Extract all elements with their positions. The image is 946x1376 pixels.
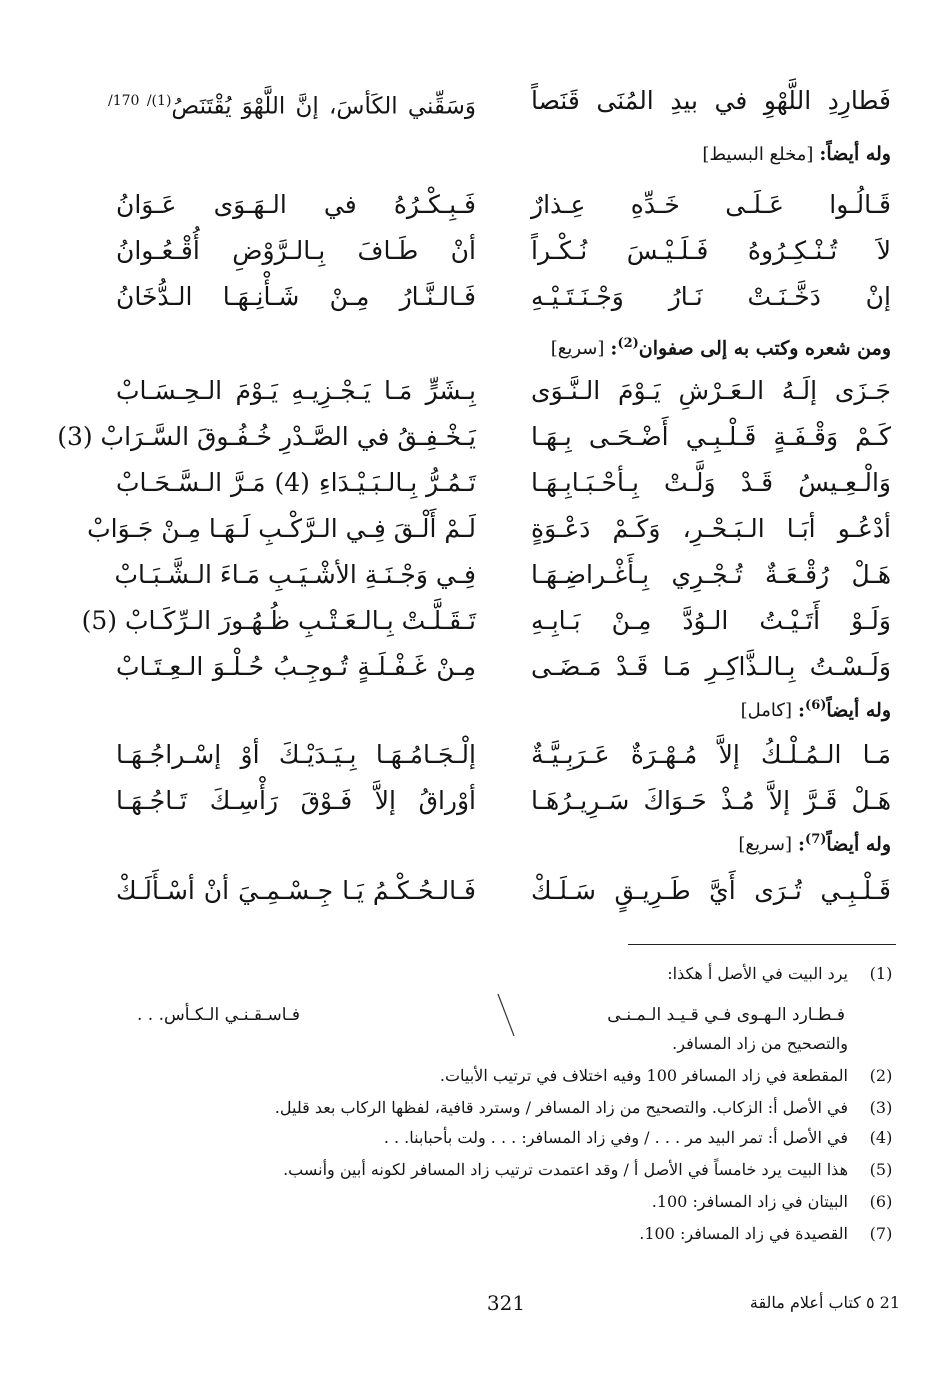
intro-text: وله أيضاً [826,699,891,722]
footnote-number: (1) [869,964,893,983]
verse-hemistich-right: وَالْـعِـيسُ قَـدْ وَلَّـتْ بِـأحْـبَـابِـهَـا [531,468,891,497]
verse-line [0,644,946,690]
meter-label: [مخلع البسيط] [702,144,814,165]
footnote [30,1030,896,1058]
verse-line [0,732,946,778]
footnote [30,1062,896,1090]
section-intro [702,136,891,172]
verse-hemistich-left: لَـمْ أَلْـقَ فِـي الـرَّكْـبِ لَـهَـا مِـنْ جَـوَابْ [87,514,476,543]
verse-hemistich-right: فَطارِدِ اللَّهْوِ في بيدِ المُنَى قَنَصاً [531,86,891,115]
verse-line [0,506,946,552]
footnote-text: في الأصل أ: الزكاب. والتصحيح من زاد المسافر / وسترد قافية، لفظها الركاب بعد قليل. [274,1098,848,1117]
meter-label: [كامل] [740,700,793,722]
footnote-text: البيتان في زاد المسافر: 100. [651,1192,848,1211]
verse-hemistich-right: لاَ تُـنْـكِـرُوهُ فَـلَـيْـسَ نُـكْـراً [531,236,891,265]
verse-hemistich-right: قَـلْـبِـي تُـرَى أَيَّ طَـرِيـقٍ سَـلَـكْ [531,876,891,905]
verse-hemistich-left: يَـخْـفِـقُ في الصَّـدْرِ خُـفُـوقَ السَّـرَابْ (3) [57,422,476,451]
verse-line [0,182,946,228]
intro-colon: : [798,699,806,722]
verse-hemistich-left: مِـنْ غَـفْـلَـةٍ تُـوجِـبُ حُـلْـوَ الـعِـتَـابْ [116,652,476,681]
verse-hemistich-left: أنْ طَـافَ بِـالـرَّوْضِ أُقْـعُـوانُ [116,236,476,265]
footnote-number: (4) [869,1128,893,1147]
footnote-quoted-verse [137,1000,845,1030]
verse-hemistich-left: فَـالـحُـكْـمُ يَـا جِـسْـمِـيَ أنْ أسْـأَلَـكْ [116,876,476,905]
footnote-text: المقطعة في زاد المسافر 100 وفيه اختلاف في ترتيب الأبيات. [439,1066,848,1085]
verse-hemistich-right: كَـمْ وَقْـفَـةٍ قَـلْـبِـي أَضْـحَـى بِـهَـا [531,422,891,451]
page-number: 321 [486,1291,526,1315]
hemistich-text: وَسَقِّني الكَأسَ، إنَّ اللَّهْوَ يُقْتَنَصُ [171,93,476,120]
meter-label: [سريع] [738,834,793,856]
footnote-marker: (7) [805,832,827,847]
verse-line [0,78,946,124]
footnote-separator [628,944,896,945]
footnote [30,1188,896,1216]
footnote [30,1124,896,1152]
footnote-text: في الأصل أ: تمر البيد مر . . . / وفي زاد المسافر: . . . ولت بأحبابنا. . . [383,1128,848,1147]
verse-hemistich-right: وَلَـوْ أَتَـيْـتُ الـوُدَّ مِـنْ بَـابِـهِ [531,606,891,635]
verse-line [0,598,946,644]
book-signature: 21 ٥ كتاب أعلام مالقة [749,1293,900,1312]
footnote [30,960,896,988]
verse-hemistich-right: جَـزَى إلَـهُ الـعَـرْشِ يَـوْمَ الـنَّـوَى [531,376,891,405]
footnote [30,1220,896,1248]
intro-colon: : [798,833,806,856]
verse-hemistich-left: فِـي وَجْـنَـةِ الأشْـيَـبِ مَـاءَ الـشَّـبَـابْ [114,560,476,589]
verse-hemistich-left: فَـالـنَّـارُ مِـنْ شَـأْنِـهَـا الـدُّخَانُ [116,282,476,311]
footnote-number: (7) [869,1224,893,1243]
quoted-hemistich-left: فـاسـقـنـي الـكـأس. . . [137,1005,300,1025]
verse-line [0,778,946,824]
verse-line [0,552,946,598]
footnote-text: القصيدة في زاد المسافر: 100. [639,1224,848,1243]
footnote-number: (2) [869,1066,893,1085]
footnote-number: (5) [869,1160,893,1179]
intro-text: ومن شعره وكتب به إلى صفوان [638,337,891,360]
quoted-hemistich-right: فـطـارد الـهـوى فـي قـيـد الـمـنـى [607,1005,845,1025]
verse-hemistich-left: تَـقَـلَّـتْ بِـالـعَـتْـبِ ظُـهُـورَ الـرِّكَـابْ (5) [81,606,476,635]
section-intro [551,326,891,362]
section-intro [738,822,891,858]
intro-text: وله أيضاً: [819,143,891,165]
footnote [30,1094,896,1122]
verse-hemistich-left: فَـبِـكْـرُهُ في الـهَـوَى عَـوَانُ [116,190,476,219]
verse-line [0,414,946,460]
verse-hemistich-left: بِـشَرٍّ مَـا يَـجْـزِيـهِ يَـوْمَ الـحِـسَـابْ [116,376,476,405]
verse-hemistich-right: مَـا الـمُـلْـكُ إلاَّ مُـهْـرَةٌ عَـرَبِـيَّـةٌ [531,740,891,769]
intro-text: وله أيضاً [826,833,891,856]
verse-line [0,460,946,506]
verse-line [0,274,946,320]
verse-line [0,368,946,414]
verse-hemistich-right: أدْعُـو أبَـا الـبَـحْـرِ، وَكَـمْ دَعْـوَةٍ [531,514,891,543]
verse-hemistich-left: أوْراقُ إلاَّ فَـوْقَ رَأْسِـكَ تَـاجُـهَـا [116,786,476,815]
verse-hemistich-right: هَـلْ رُقْـعَـةٌ تُـجْـرِي بِـأَغْـراضِـهَـا [531,560,891,589]
footnote-number: (6) [869,1192,893,1211]
footnote-number: (3) [869,1098,893,1117]
footnote [30,1156,896,1184]
verse-hemistich-right: قَـالُـوا عَـلَـى خَـدِّهِ عِـذارٌ [531,190,891,219]
verse-line [0,868,946,914]
verse-hemistich-right: إنْ دَخَّـنَـتْ نَـارُ وَجْـنَـتَـيْـهِ [531,282,891,311]
verse-hemistich-left [108,78,476,130]
footnote-marker: (1)/ 170/ [108,93,172,109]
meter-label: [سريع] [550,338,605,360]
verse-hemistich-right: وَلَـسْـتُ بِـالـذَّاكِـرِ مَـا قَـدْ مَـضَـى [531,652,891,681]
footnote-text: هذا البيت يرد خامساً في الأصل أ / وقد اعتمدت ترتيب زاد المسافر لكونه أبين وأنسب. [283,1160,848,1179]
intro-colon: : [610,337,618,360]
section-intro [741,688,891,724]
footnote-marker: (2) [617,336,639,351]
footnote-text: يرد البيت في الأصل أ هكذا: [667,964,848,983]
verse-hemistich-right: هَـلْ قَـرَّ إلاَّ مُـذْ حَـوَاكَ سَـرِيـرُهَـا [531,786,891,815]
verse-line [0,228,946,274]
footnote-marker: (6) [805,698,827,713]
verse-hemistich-left: إلْـجَـامُـهَـا بِـيَـدَيْـكَ أوْ إسْـراجُـهَـا [116,740,476,769]
footnote-text: والتصحيح من زاد المسافر. [672,1034,848,1053]
verse-hemistich-left: تَـمُـرُّ بِـالـبَـيْـدَاءِ (4) مَـرَّ الـسَّـحَـابْ [116,468,476,497]
